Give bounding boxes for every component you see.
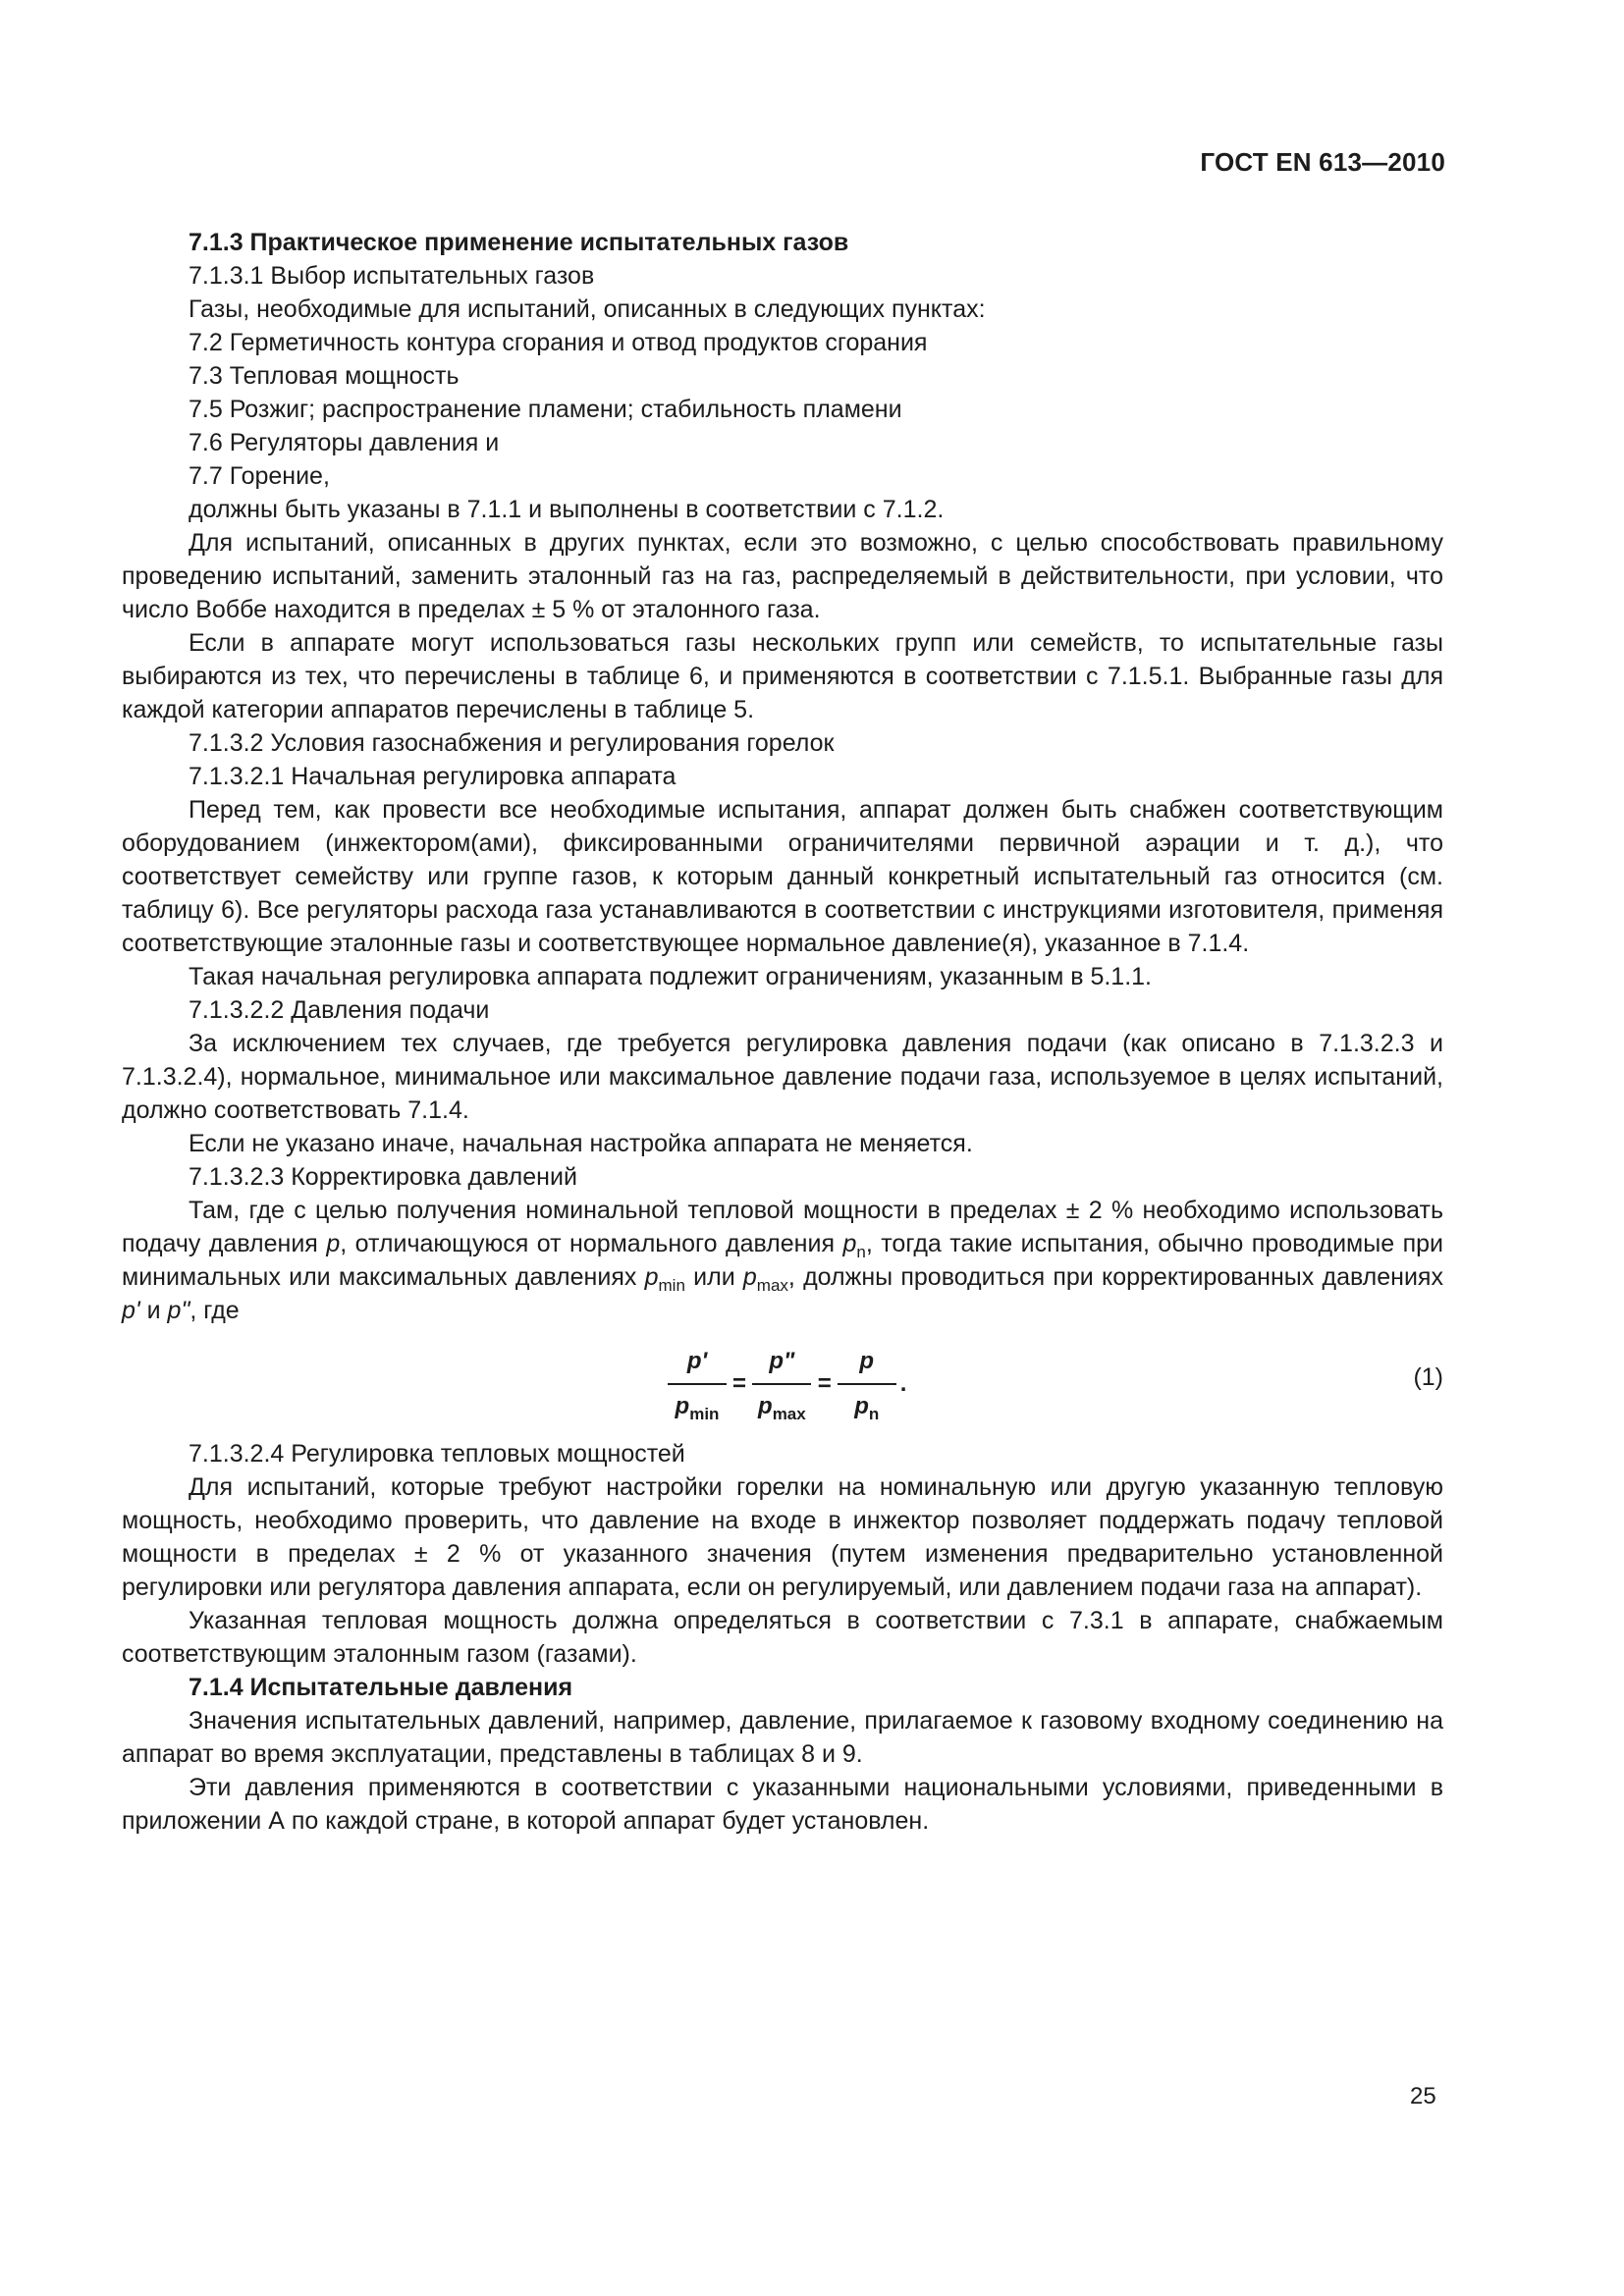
section-heading-7-1-4: 7.1.4 Испытательные давления xyxy=(189,1674,573,1701)
equals-sign: = xyxy=(817,1370,832,1397)
symbol-subscript: min xyxy=(689,1404,720,1423)
formula-1 xyxy=(122,1345,1443,1427)
symbol-subscript: max xyxy=(772,1404,806,1423)
subsection-heading-7-1-3-1: 7.1.3.1 Выбор испытательных газов xyxy=(189,262,595,290)
symbol-subscript: n xyxy=(856,1243,866,1261)
subsection-heading-7-1-3-2-2: 7.1.3.2.2 Давления подачи xyxy=(189,996,490,1024)
document-body xyxy=(122,226,1443,1838)
text-run: , отличающуюся от нормального давления xyxy=(340,1230,843,1257)
symbol-base: p xyxy=(644,1263,659,1291)
document-header: ГОСТ EN 613—2010 xyxy=(1200,147,1445,177)
fraction-p-prime-over-pmin xyxy=(668,1345,727,1423)
subsection-heading-7-1-3-2-3: 7.1.3.2.3 Корректировка давлений xyxy=(189,1163,577,1191)
symbol-base: p xyxy=(842,1230,857,1257)
text-run: , где xyxy=(189,1297,240,1324)
list-item: 7.5 Розжиг; распространение пламени; стабильность пламени xyxy=(189,396,902,423)
subsection-heading-7-1-3-2: 7.1.3.2 Условия газоснабжения и регулирования горелок xyxy=(189,729,835,757)
paragraph: Указанная тепловая мощность должна определяться в соответствии с 7.3.1 в аппарате, снабжаемым соответствующим эталонным газом (газами). xyxy=(122,1607,1443,1668)
subsection-heading-7-1-3-2-1: 7.1.3.2.1 Начальная регулировка аппарата xyxy=(189,763,677,790)
symbol-subscript: max xyxy=(756,1276,788,1295)
symbol-p-double-prime: p" xyxy=(167,1297,190,1324)
symbol-base: p xyxy=(854,1393,869,1419)
section-heading-7-1-3: 7.1.3 Практическое применение испытательных газов xyxy=(189,229,849,256)
equals-sign: = xyxy=(732,1370,747,1397)
symbol-pmax xyxy=(742,1263,788,1295)
fraction-numerator: p xyxy=(838,1345,896,1385)
list-item: 7.7 Горение, xyxy=(189,462,330,490)
paragraph: должны быть указаны в 7.1.1 и выполнены в соответствии с 7.1.2. xyxy=(189,496,945,523)
formula-expression xyxy=(668,1345,906,1423)
text-run: , должны проводиться при корректированных давлениях xyxy=(787,1263,1443,1291)
page-number: 25 xyxy=(1410,2083,1436,2109)
symbol-pn xyxy=(842,1230,866,1261)
text-run: , тогда такие испытания, обычно проводимые при минимальных или максимальных давлениях xyxy=(122,1230,1443,1291)
paragraph: Эти давления применяются в соответствии с указанными национальными условиями, приведенными в приложении А по каждой стране, в которой аппарат будет установлен. xyxy=(122,1774,1443,1835)
paragraph: Если не указано иначе, начальная настройка аппарата не меняется. xyxy=(189,1130,973,1157)
fraction-denominator xyxy=(752,1385,812,1423)
symbol-base: p xyxy=(758,1393,773,1419)
symbol-pmin xyxy=(644,1263,685,1295)
fraction-denominator xyxy=(670,1385,726,1423)
list-item: 7.2 Герметичность контура сгорания и отвод продуктов сгорания xyxy=(189,329,928,356)
paragraph: Такая начальная регулировка аппарата подлежит ограничениям, указанным в 5.1.1. xyxy=(189,963,1152,990)
paragraph: Значения испытательных давлений, например, давление, прилагаемое к газовому входному соединению на аппарат во время эксплуатации, представлены в таблицах 8 и 9. xyxy=(122,1707,1443,1768)
fraction-denominator xyxy=(848,1385,885,1423)
fraction-numerator: p' xyxy=(668,1345,727,1385)
paragraph: Для испытаний, описанных в других пунктах, если это возможно, с целью способствовать правильному проведению испытаний, заменить эталонный газ на газ, распределяемый в действительности, при условии, что число Воббе находится в пределах ± 5 % от эталонного газа. xyxy=(122,529,1443,623)
paragraph: Для испытаний, которые требуют настройки горелки на номинальную или другую указанную тепловую мощность, необходимо проверить, что давление на входе в инжектор позволяет поддержать подачу тепловой мощности в пределах ± 2 % от указанного значения (путем изменения предварительно установленной регулировки или регулятора давления аппарата, если он регулируемый, или давлением подачи газа на аппарат). xyxy=(122,1473,1443,1601)
symbol-base: p xyxy=(742,1263,757,1291)
symbol-p: p xyxy=(326,1230,341,1257)
symbol-subscript: min xyxy=(658,1276,685,1295)
paragraph-pressure-correction xyxy=(122,1194,1443,1327)
paragraph: За исключением тех случаев, где требуется регулировка давления подачи (как описано в 7.1.3.2.3 и 7.1.3.2.4), нормальное, минимальное или максимальное давление подачи газа, используемое в целях испытаний, должно соответствовать 7.1.4. xyxy=(122,1030,1443,1124)
text-run: Там, где с целью получения номинальной тепловой мощности в пределах ± 2 % необходимо использовать подачу давления xyxy=(122,1197,1443,1257)
paragraph: Перед тем, как провести все необходимые испытания, аппарат должен быть снабжен соответствующим оборудованием (инжектором(ами), фиксированными ограничителями первичной аэрации и т. д.), что соответствует семейству или группе газов, к которым данный конкретный испытательный газ относится (см. таблицу 6). Все регуляторы расхода газа устанавливаются в соответствии с инструкциями изготовителя, применяя соответствующие эталонные газы и соответствующее нормальное давление(я), указанное в 7.1.4. xyxy=(122,796,1443,957)
text-run: или xyxy=(684,1263,743,1291)
paragraph: Газы, необходимые для испытаний, описанных в следующих пунктах: xyxy=(189,295,986,323)
formula-period: . xyxy=(899,1370,907,1397)
fraction-numerator: p" xyxy=(752,1345,811,1385)
text-run: и xyxy=(139,1297,168,1324)
symbol-base: p xyxy=(675,1393,690,1419)
list-item: 7.3 Тепловая мощность xyxy=(189,362,460,390)
fraction-p-over-pn xyxy=(838,1345,896,1423)
paragraph: Если в аппарате могут использоваться газы нескольких групп или семейств, то испытательные газы выбираются из тех, что перечислены в таблице 6, и применяются в соответствии с 7.1.5.1. Выбранные газы для каждой категории аппаратов перечислены в таблице 5. xyxy=(122,629,1443,723)
formula-number: (1) xyxy=(1413,1363,1443,1391)
list-item: 7.6 Регуляторы давления и xyxy=(189,429,500,456)
symbol-subscript: n xyxy=(868,1404,880,1423)
symbol-p-prime: p' xyxy=(122,1297,140,1324)
fraction-p-double-prime-over-pmax xyxy=(752,1345,812,1423)
subsection-heading-7-1-3-2-4: 7.1.3.2.4 Регулировка тепловых мощностей xyxy=(189,1440,685,1468)
